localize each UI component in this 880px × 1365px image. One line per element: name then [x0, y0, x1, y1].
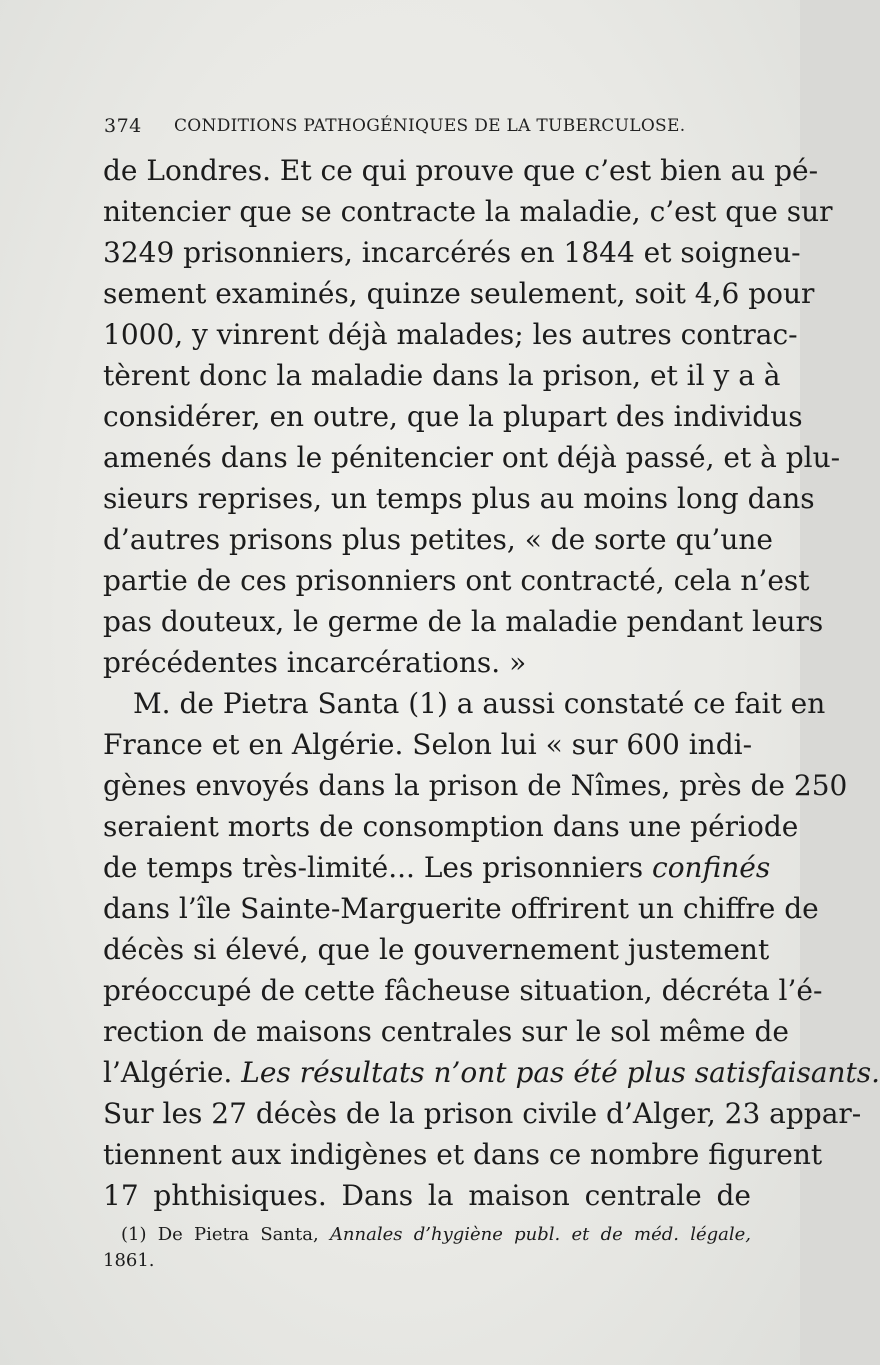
page-number: 374 — [104, 115, 142, 137]
italic-word: confinés — [652, 851, 771, 884]
text-line: tèrent donc la maladie dans la prison, et il y a à — [103, 359, 781, 392]
footnote-marker: (1) De Pietra Santa, — [121, 1224, 319, 1245]
text-line: gènes envoyés dans la prison de Nîmes, près de 250 — [103, 769, 848, 802]
text-line: 1000, y vinrent déjà malades; les autres contrac- — [103, 318, 798, 351]
text-line: sement examinés, quinze seulement, soit 4,6 pour — [103, 277, 815, 310]
text-line: de Londres. Et ce qui prouve que c’est bien au pé- — [103, 154, 819, 187]
text-line: considérer, en outre, que la plupart des individus — [103, 400, 803, 433]
paragraph-start-line: M. de Pietra Santa (1) a aussi constaté ce fait en — [133, 687, 826, 720]
text-segment: l’Algérie. — [103, 1056, 233, 1089]
text-line: tiennent aux indigènes et dans ce nombre figurent — [103, 1138, 823, 1171]
footnote-year: 1861. — [103, 1250, 155, 1271]
text-line: nitencier que se contracte la maladie, c’est que sur — [103, 195, 833, 228]
text-line — [103, 847, 771, 888]
footnote-source-title: Annales d’hygiène publ. et de méd. légale, — [329, 1224, 751, 1245]
text-line: d’autres prisons plus petites, « de sorte qu’une — [103, 523, 773, 556]
text-line: France et en Algérie. Selon lui « sur 600 indi- — [103, 728, 753, 761]
text-line: dans l’île Sainte-Marguerite offrirent un chiffre de — [103, 892, 819, 925]
text-line: amenés dans le pénitencier ont déjà passé, et à plu- — [103, 441, 841, 474]
text-line — [103, 1052, 880, 1093]
body-text — [103, 150, 880, 1216]
text-line: 17 phthisiques. Dans la maison centrale de — [103, 1179, 751, 1212]
text-line: préoccupé de cette fâcheuse situation, décréta l’é- — [103, 974, 823, 1007]
text-line: pas douteux, le germe de la maladie pendant leurs — [103, 605, 824, 638]
text-line: rection de maisons centrales sur le sol même de — [103, 1015, 789, 1048]
running-title: CONDITIONS PATHOGÉNIQUES DE LA TUBERCULOSE. — [174, 116, 686, 136]
running-head — [104, 115, 684, 141]
text-line: partie de ces prisonniers ont contracté, cela n’est — [103, 564, 810, 597]
text-segment: de temps très-limité... Les prisonniers — [103, 851, 644, 884]
italic-phrase: Les résultats n’ont pas été plus satisfaisants. — [241, 1056, 880, 1089]
text-line: Sur les 27 décès de la prison civile d’Alger, 23 appar- — [103, 1097, 862, 1130]
text-line: 3249 prisonniers, incarcérés en 1844 et soigneu- — [103, 236, 801, 269]
text-line: décès si élevé, que le gouvernement justement — [103, 933, 770, 966]
text-line: seraient morts de consomption dans une période — [103, 810, 799, 843]
text-line: sieurs reprises, un temps plus au moins long dans — [103, 482, 815, 515]
footnote — [103, 1222, 751, 1274]
paragraph-end-line: précédentes incarcérations. » — [103, 646, 527, 679]
footnote-line — [103, 1222, 751, 1248]
